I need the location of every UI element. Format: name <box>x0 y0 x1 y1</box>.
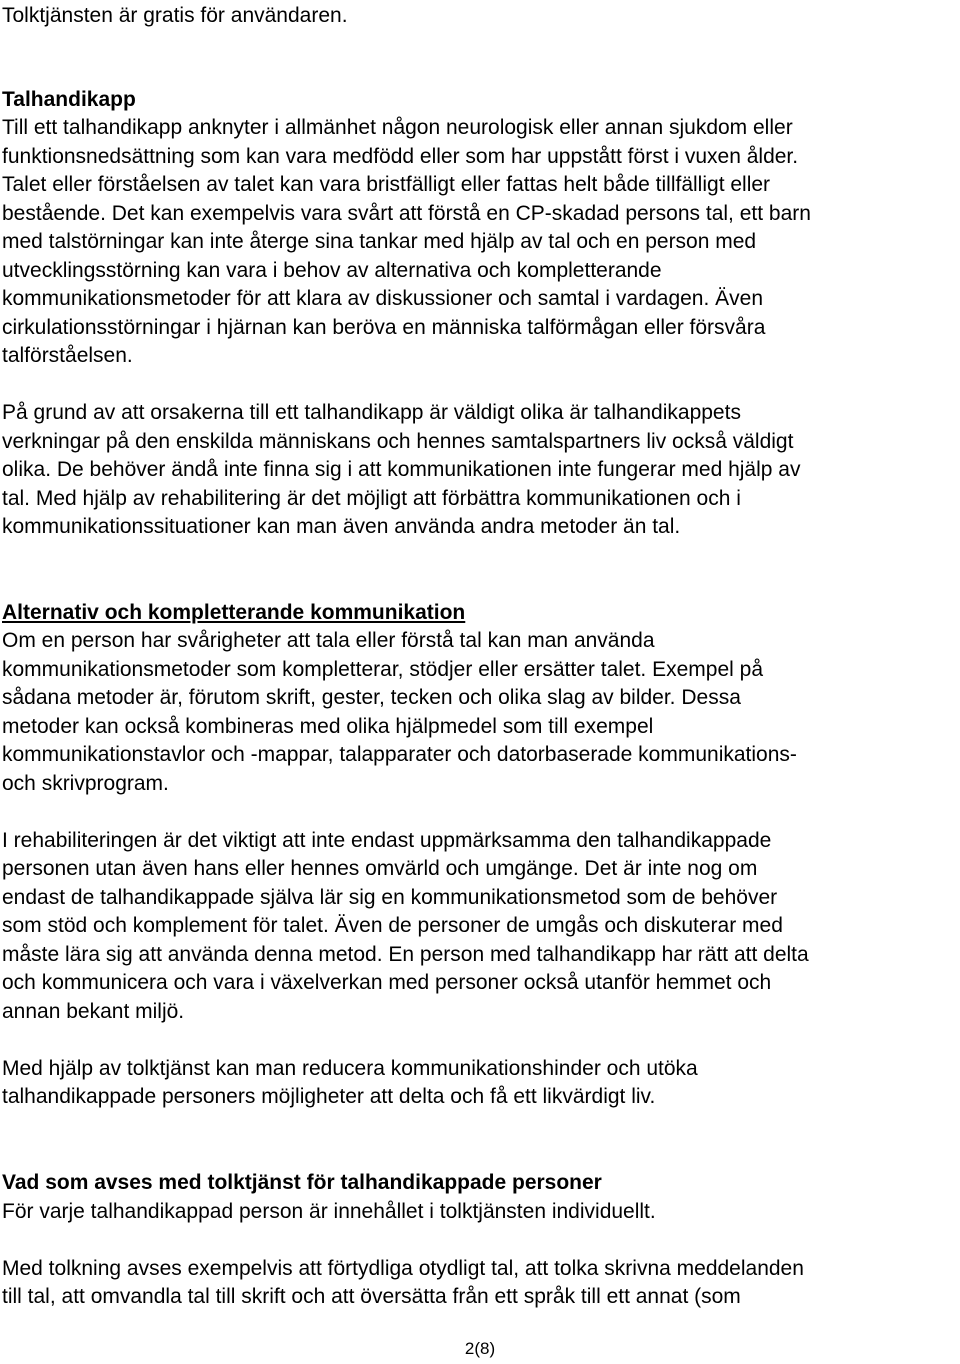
text-line: Med tolkning avses exempelvis att förtydliga otydligt tal, att tolka skrivna meddelanden <box>2 1257 804 1280</box>
text-line: bestående. Det kan exempelvis vara svårt att förstå en CP-skadad persons tal, ett barn <box>2 202 811 225</box>
text-line: Talet eller förståelsen av talet kan vara bristfälligt eller fattas helt både tillfälligt eller <box>2 173 771 196</box>
text-line: metoder kan också kombineras med olika hjälpmedel som till exempel <box>2 715 654 738</box>
text-line: I rehabiliteringen är det viktigt att inte endast uppmärksamma den talhandikappade <box>2 829 772 852</box>
text-line: Till ett talhandikapp anknyter i allmänhet någon neurologisk eller annan sjukdom eller <box>2 116 793 139</box>
text-line: annan bekant miljö. <box>2 1000 185 1023</box>
text-line: kommunikationsmetoder för att klara av diskussioner och samtal i vardagen. Även <box>2 287 764 310</box>
text-line: Med hjälp av tolktjänst kan man reducera kommunikationshinder och utöka <box>2 1057 698 1080</box>
text-line: verkningar på den enskilda människans och hennes samtalspartners liv också väldigt <box>2 430 794 453</box>
text-line: kommunikationstavlor och -mappar, talapparater och datorbaserade kommunikations- <box>2 743 797 766</box>
text-line: På grund av att orsakerna till ett talhandikapp är väldigt olika är talhandikappets <box>2 401 741 424</box>
intro-line: Tolktjänsten är gratis för användaren. <box>2 4 348 27</box>
text-line: till tal, att omvandla tal till skrift och att översätta från ett språk till ett annat (som <box>2 1285 741 1308</box>
text-line: och skrivprogram. <box>2 772 169 795</box>
text-line: talförståelsen. <box>2 344 133 367</box>
text-line: med talstörningar kan inte återge sina tankar med hjälp av tal och en person med <box>2 230 757 253</box>
page-number: 2(8) <box>464 1339 496 1358</box>
text-line: För varje talhandikappad person är innehållet i tolktjänsten individuellt. <box>2 1200 656 1223</box>
text-line: tal. Med hjälp av rehabilitering är det möjligt att förbättra kommunikationen och i <box>2 487 741 510</box>
text-line: talhandikappade personers möjligheter att delta och få ett likvärdigt liv. <box>2 1085 656 1108</box>
text-line: Om en person har svårigheter att tala eller förstå tal kan man använda <box>2 629 655 652</box>
section-heading-alternativ: Alternativ och kompletterande kommunikation <box>2 601 466 624</box>
text-line: kommunikationssituationer kan man även använda andra metoder än tal. <box>2 515 681 538</box>
text-line: kommunikationsmetoder som kompletterar, stödjer eller ersätter talet. Exempel på <box>2 658 763 681</box>
text-line: olika. De behöver ändå inte finna sig i att kommunikationen inte fungerar med hjälp av <box>2 458 801 481</box>
text-line: cirkulationsstörningar i hjärnan kan beröva en människa talförmågan eller försvåra <box>2 316 766 339</box>
text-line: endast de talhandikappade själva lär sig en kommunikationsmetod som de behöver <box>2 886 778 909</box>
text-line: personen utan även hans eller hennes omvärld och umgänge. Det är inte nog om <box>2 857 758 880</box>
text-line: och kommunicera och vara i växelverkan med personer också utanför hemmet och <box>2 971 772 994</box>
text-line: funktionsnedsättning som kan vara medfödd eller som har uppstått först i vuxen ålder. <box>2 145 799 168</box>
text-line: utvecklingsstörning kan vara i behov av alternativa och kompletterande <box>2 259 662 282</box>
section-heading-tolktjanst: Vad som avses med tolktjänst för talhandikappade personer <box>2 1171 602 1194</box>
text-line: som stöd och komplement för talet. Även de personer de umgås och diskuterar med <box>2 914 783 937</box>
text-line: sådana metoder är, förutom skrift, gester, tecken och olika slag av bilder. Dessa <box>2 686 741 709</box>
section-heading-talhandikapp: Talhandikapp <box>2 88 136 111</box>
text-line: måste lära sig att använda denna metod. En person med talhandikapp har rätt att delta <box>2 943 809 966</box>
